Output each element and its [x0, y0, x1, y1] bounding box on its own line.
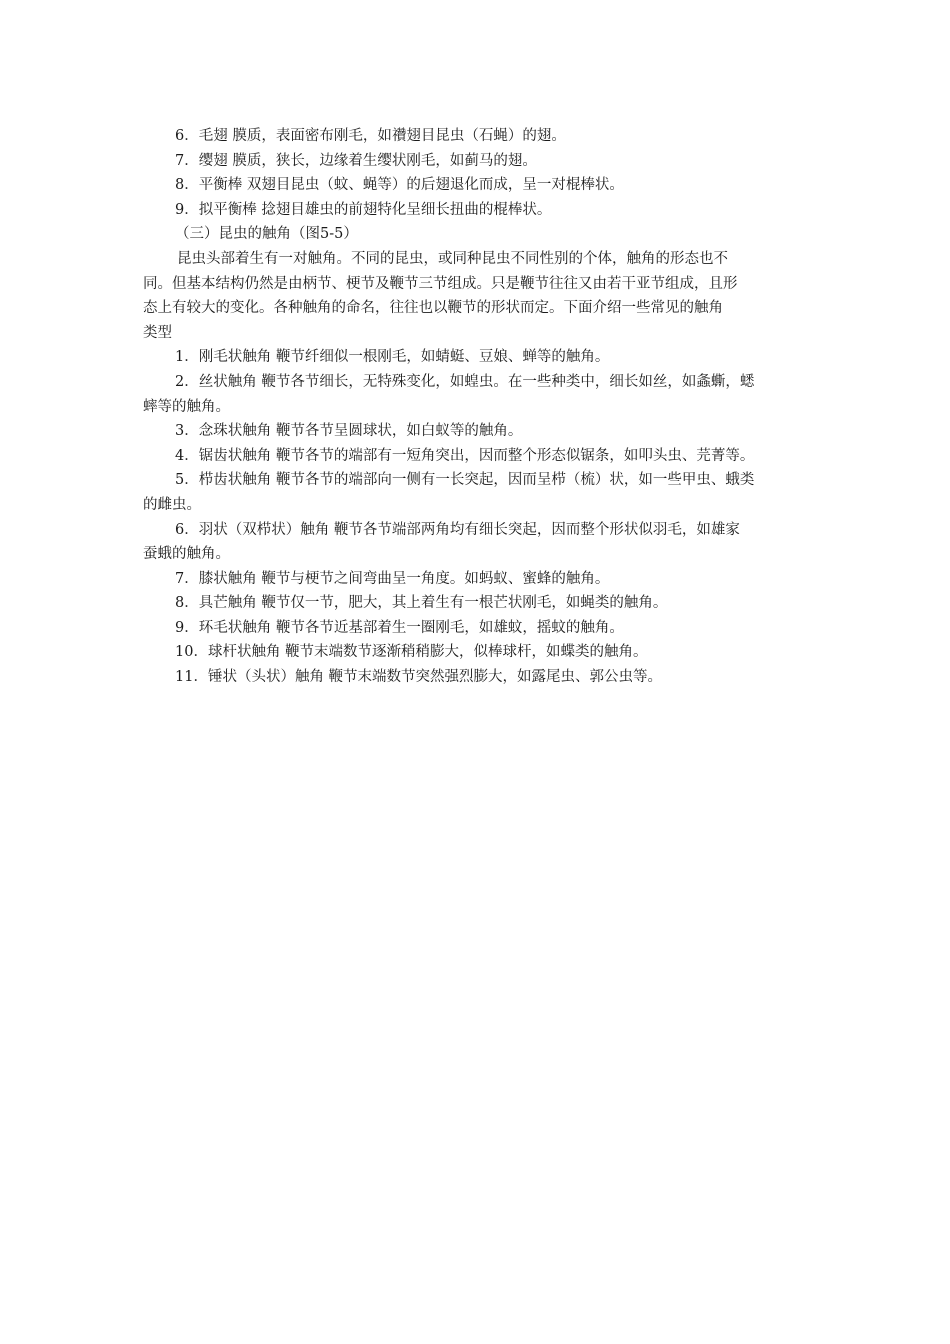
antenna-item-6-continued: 蚕蛾的触角。: [143, 546, 230, 563]
wing-item-7: 7．缨翅 膜质，狭长，边缘着生缨状刚毛，如蓟马的翅。: [175, 152, 537, 169]
wing-item-6: 6．毛翅 膜质，表面密布刚毛，如禶翅目昆虫（石蝇）的翅。: [175, 128, 566, 144]
antenna-item-2: 2．丝状触角 鞭节各节细长，无特殊变化，如蝗虫。在一些种类中，细长如丝，如螽蟖，蟋: [175, 373, 755, 390]
antenna-item-1: 1．刚毛状触角 鞭节纤细似一根刚毛，如蜻蜓、豆娘、蝉等的触角。: [175, 349, 610, 366]
antenna-item-8: 8．具芒触角 鞭节仅一节，肥大，其上着生有一根芒状刚毛，如蝇类的触角。: [175, 595, 668, 612]
intro-paragraph-line-3: 态上有较大的变化。各种触角的命名，往往也以鞭节的形状而定。下面介绍一些常见的触角: [143, 300, 723, 317]
intro-paragraph-line-2: 同。但基本结构仍然是由柄节、梗节及鞭节三节组成。只是鞭节往往又由若干亚节组成，且形: [143, 275, 738, 292]
wing-item-9: 9．拟平衡棒 捻翅目雄虫的前翅特化呈细长扭曲的棍棒状。: [175, 201, 552, 218]
antenna-item-6: 6．羽状（双栉状）触角 鞭节各节端部两角均有细长突起，因而整个形状似羽毛，如雄家: [175, 521, 740, 538]
intro-paragraph-line-1: 昆虫头部着生有一对触角。不同的昆虫，或同种昆虫不同性别的个体，触角的形态也不: [177, 250, 728, 267]
antenna-item-4: 4．锯齿状触角 鞭节各节的端部有一短角突出，因而整个形态似锯条，如叩头虫、芫菁等。: [175, 447, 755, 464]
document-page: [143, 124, 811, 690]
antenna-item-10: 10．球杆状触角 鞭节末端数节逐渐稍稍膨大，似棒球杆，如蝶类的触角。: [175, 644, 648, 661]
antenna-item-5-continued: 的雌虫。: [143, 496, 201, 513]
antenna-item-7: 7．膝状触角 鞭节与梗节之间弯曲呈一角度。如蚂蚁、蜜蜂的触角。: [175, 570, 610, 587]
antenna-item-5: 5．栉齿状触角 鞭节各节的端部向一侧有一长突起，因而呈栉（梳）状，如一些甲虫、蛾类: [175, 472, 755, 489]
antenna-item-9: 9．环毛状触角 鞭节各节近基部着生一圈刚毛，如雄蚊，摇蚊的触角。: [175, 619, 624, 636]
section-heading-antennae: （三）昆虫的触角（图5-5）: [175, 226, 358, 243]
antenna-item-2-continued: 蟀等的触角。: [143, 398, 230, 415]
antenna-item-11: 11．锤状（头状）触角 鞭节末端数节突然强烈膨大，如露尾虫、郭公虫等。: [175, 669, 663, 686]
wing-item-8: 8．平衡棒 双翅目昆虫（蚊、蝇等）的后翅退化而成，呈一对棍棒状。: [175, 177, 624, 194]
antenna-item-3: 3．念珠状触角 鞭节各节呈圆球状，如白蚁等的触角。: [175, 423, 523, 440]
intro-paragraph-line-4: 类型: [143, 324, 172, 341]
